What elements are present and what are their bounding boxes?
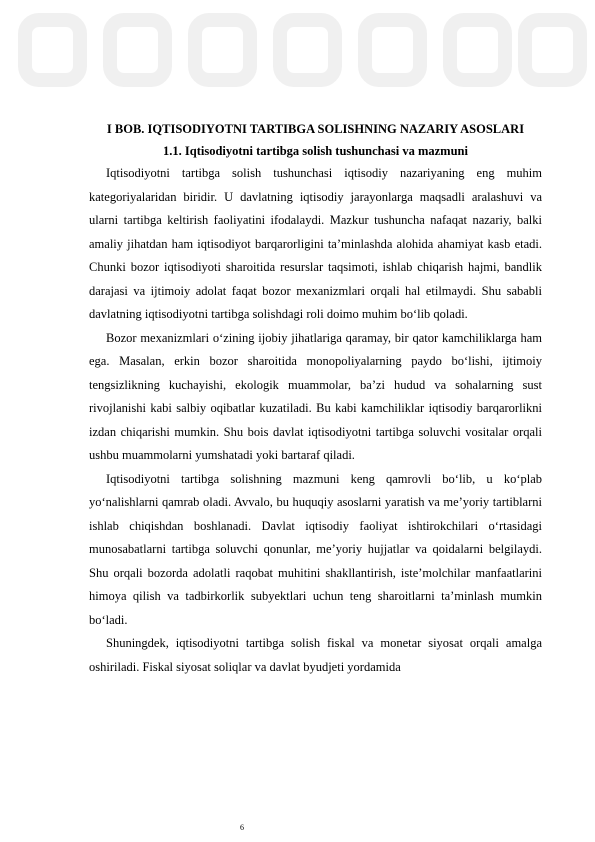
paragraph-2: Bozor mexanizmlari o‘zining ijobiy jihatlariga qaramay, bir qator kamchiliklarga ham ega. Masalan, erkin bozor sharoitida monopoliyalarning paydo bo‘lishi, ijtimoiy tengsizlikning kuchayishi, ekologik muammolar, ba’zi hudud va sohalarning sust rivojlanishi kabi salbiy oqibatlar kuzatiladi. Bu kabi kamchiliklar iqtisodiy barqarorlikni izdan chiqarishi mumkin. Shu bois davlat iqtisodiyotni tartibga soluvchi vositalar orqali ushbu muammolarni yumshatadi yoki bartaraf qiladi. [89,330,542,462]
section-title: 1.1. Iqtisodiyotni tartibga solish tushunchasi va mazmuni [163,144,468,158]
chapter-title: I BOB. IQTISODIYOTNI TARTIBGA SOLISHNING NAZARIY ASOSLARI [106,122,525,136]
page-number: 6 [240,823,244,832]
paragraph-3: Iqtisodiyotni tartibga solishning mazmuni keng qamrovli bo‘lib, u ko‘plab yo‘nalishlarni qamrab oladi. Avvalo, bu huquqiy asoslarni yaratish va me’yoriy tartiblarni ishlab chiqishdan boshlanadi. Davlat iqtisodiy faoliyat ishtirokchilari o‘rtasidagi munosabatlarni tartibga soluvchi qonunlar, me’yoriy hujjatlar va qoidalarni belgilaydi. Shu orqali bozorda adolatli raqobat muhitini shakllantirish, iste’molchilar manfaatlarini himoya qilish va tadbirkorlik subyektlari uchun teng sharoitlarni ta’minlash mumkin bo‘ladi. [89,471,542,627]
document-page [89,118,542,679]
paragraph-4: Shuningdek, iqtisodiyotni tartibga solish fiskal va monetar siyosat orqali amalga oshiriladi. Fiskal siyosat soliqlar va davlat byudjeti yordamida [89,636,542,674]
paragraph-1: Iqtisodiyotni tartibga solish tushunchasi iqtisodiy nazariyaning eng muhim kategoriyalaridan biridir. U davlatning iqtisodiy jarayonlarga maqsadli aralashuvi va ularni tartibga keltirish faoliyatini ifodalaydi. Mazkur tushuncha nafaqat nazariy, balki amaliy jihatdan ham iqtisodiyot barqarorligini ta’minlashda alohida ahamiyat kasb etadi. Chunki bozor iqtisodiyoti sharoitida resurslar taqsimoti, ishlab chiqarish hajmi, bandlik darajasi va ijtimoiy adolat faqat bozor mexanizmlari orqali hal etilmaydi. Shu sababli davlatning iqtisodiyotni tartibga solishdagi roli doimo muhim bo‘lib qoladi. [89,166,542,321]
